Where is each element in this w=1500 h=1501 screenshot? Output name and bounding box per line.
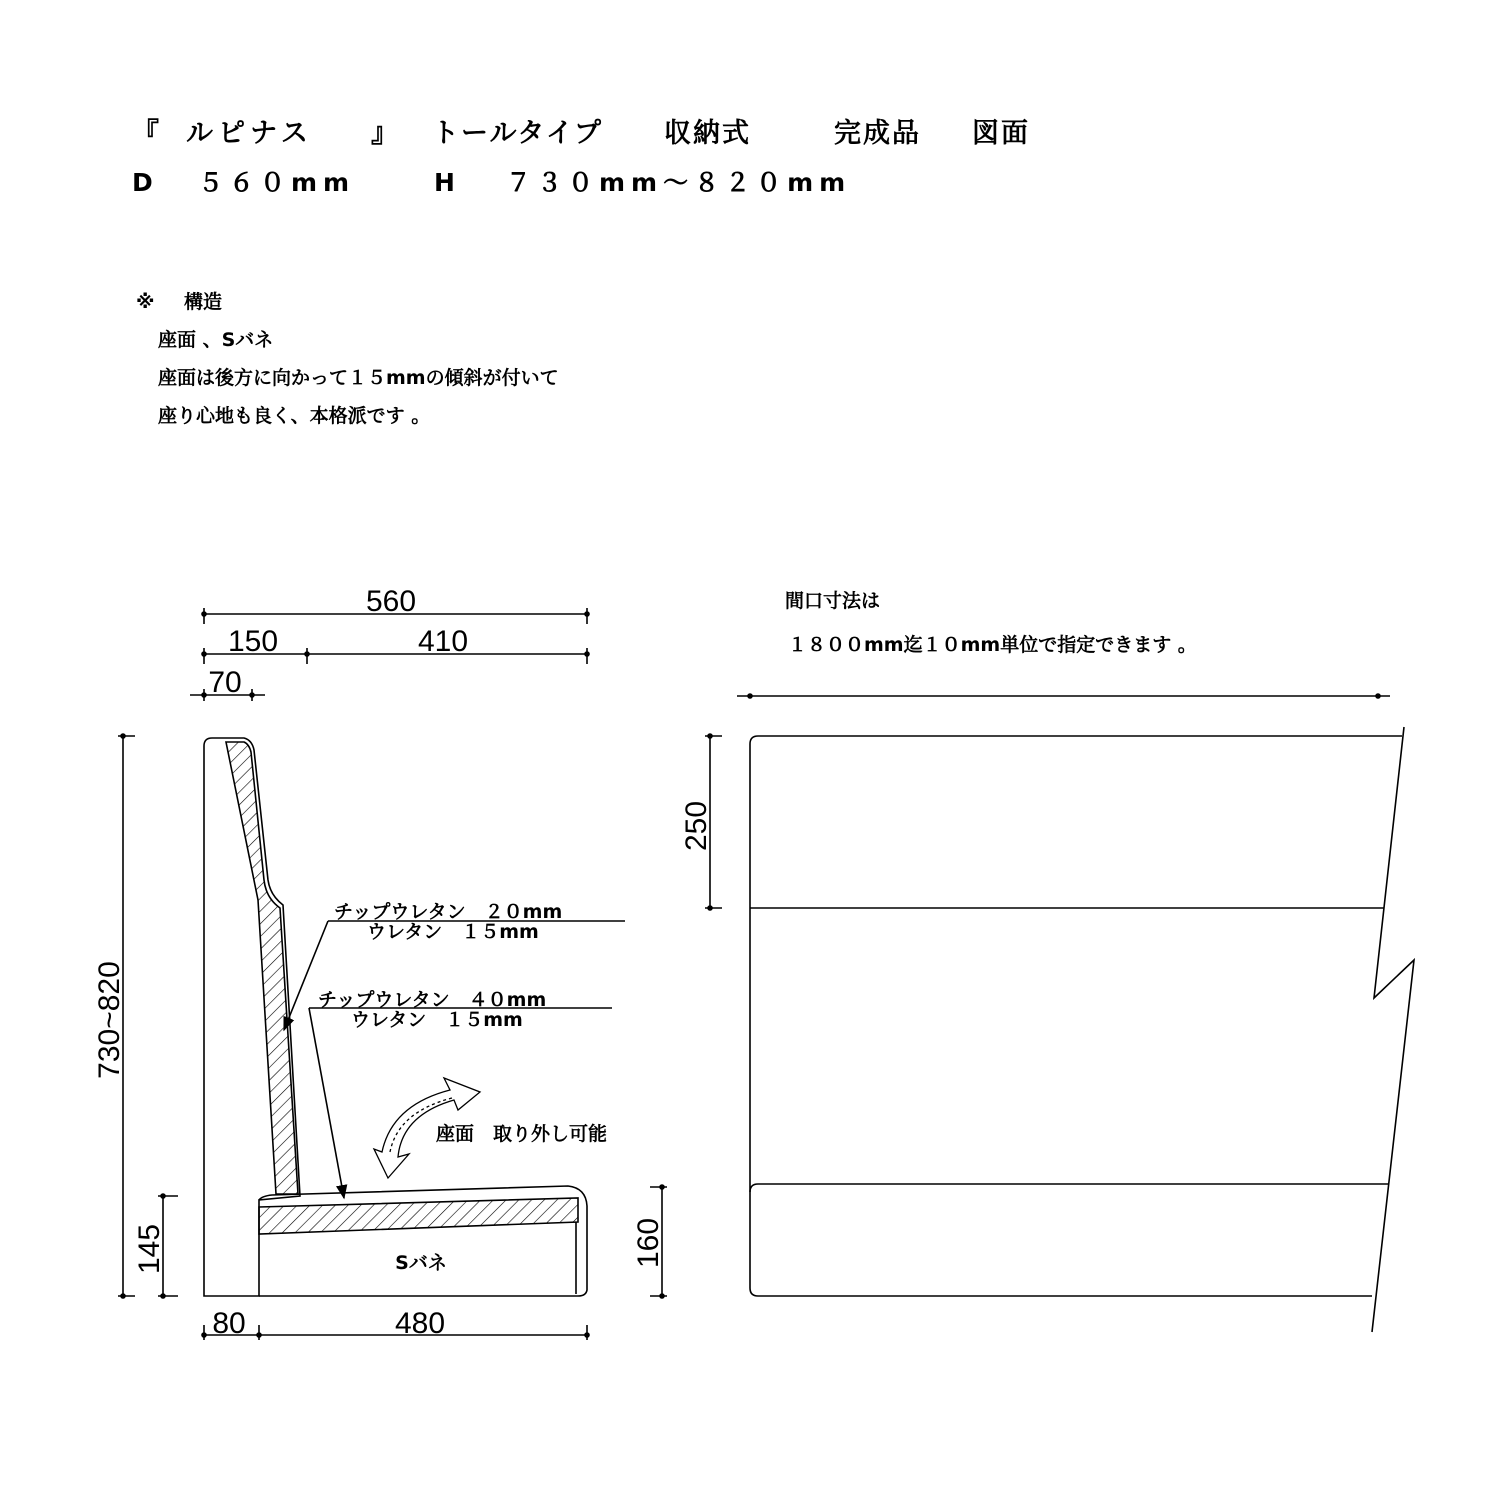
dim-text-145: 145 (133, 1223, 166, 1275)
width-note-1: 間口寸法は (785, 590, 881, 612)
dim-text-80: 80 (212, 1307, 246, 1340)
height-label: H (434, 168, 455, 197)
spring-label: Sバネ (395, 1252, 447, 1274)
back-material-1: チップウレタン ２０mm (334, 901, 563, 923)
dim-text-70: 70 (208, 666, 242, 699)
depth-label: D (132, 168, 153, 197)
structure-line-1: 座面 、Sバネ (158, 329, 274, 351)
dim-text-480: 480 (394, 1307, 446, 1340)
title-bracket-close: 』 (371, 118, 398, 149)
dim-text-150: 150 (227, 625, 279, 658)
dim-text-160: 160 (632, 1217, 665, 1269)
width-note-2: １８００mm迄１０mm単位で指定できます 。 (788, 634, 1197, 656)
drawing-label: 図面 (972, 118, 1030, 149)
dim-text-height: 730~820 (93, 961, 126, 1079)
dim-text-250: 250 (680, 800, 713, 852)
width-dim-line (737, 694, 1390, 698)
removable-seat-label: 座面 取り外し可能 (436, 1123, 608, 1145)
structure-line-3: 座り心地も良く、本格派です 。 (158, 405, 431, 427)
product-type: トールタイプ (432, 118, 604, 149)
dim-text-560: 560 (365, 585, 417, 618)
depth-value: ５６０mm (198, 168, 356, 197)
structure-heading: 構造 (184, 291, 223, 313)
storage-type: 収納式 (664, 118, 751, 149)
sofa-front-view (750, 727, 1414, 1332)
dim-text-410: 410 (417, 625, 469, 658)
product-name: ルピナス (186, 118, 313, 149)
structure-line-2: 座面は後方に向かって１５mmの傾斜が付いて (158, 367, 559, 389)
note-mark: ※ (136, 291, 155, 313)
product-complete-label: 完成品 (834, 118, 921, 149)
seat-material-2: ウレタン １５mm (351, 1009, 523, 1031)
height-value: ７３０mm～８２０mm (506, 168, 852, 197)
seat-material-1: チップウレタン ４０mm (318, 989, 547, 1011)
back-material-2: ウレタン １５mm (367, 921, 539, 943)
title-bracket-open: 『 (132, 118, 159, 149)
